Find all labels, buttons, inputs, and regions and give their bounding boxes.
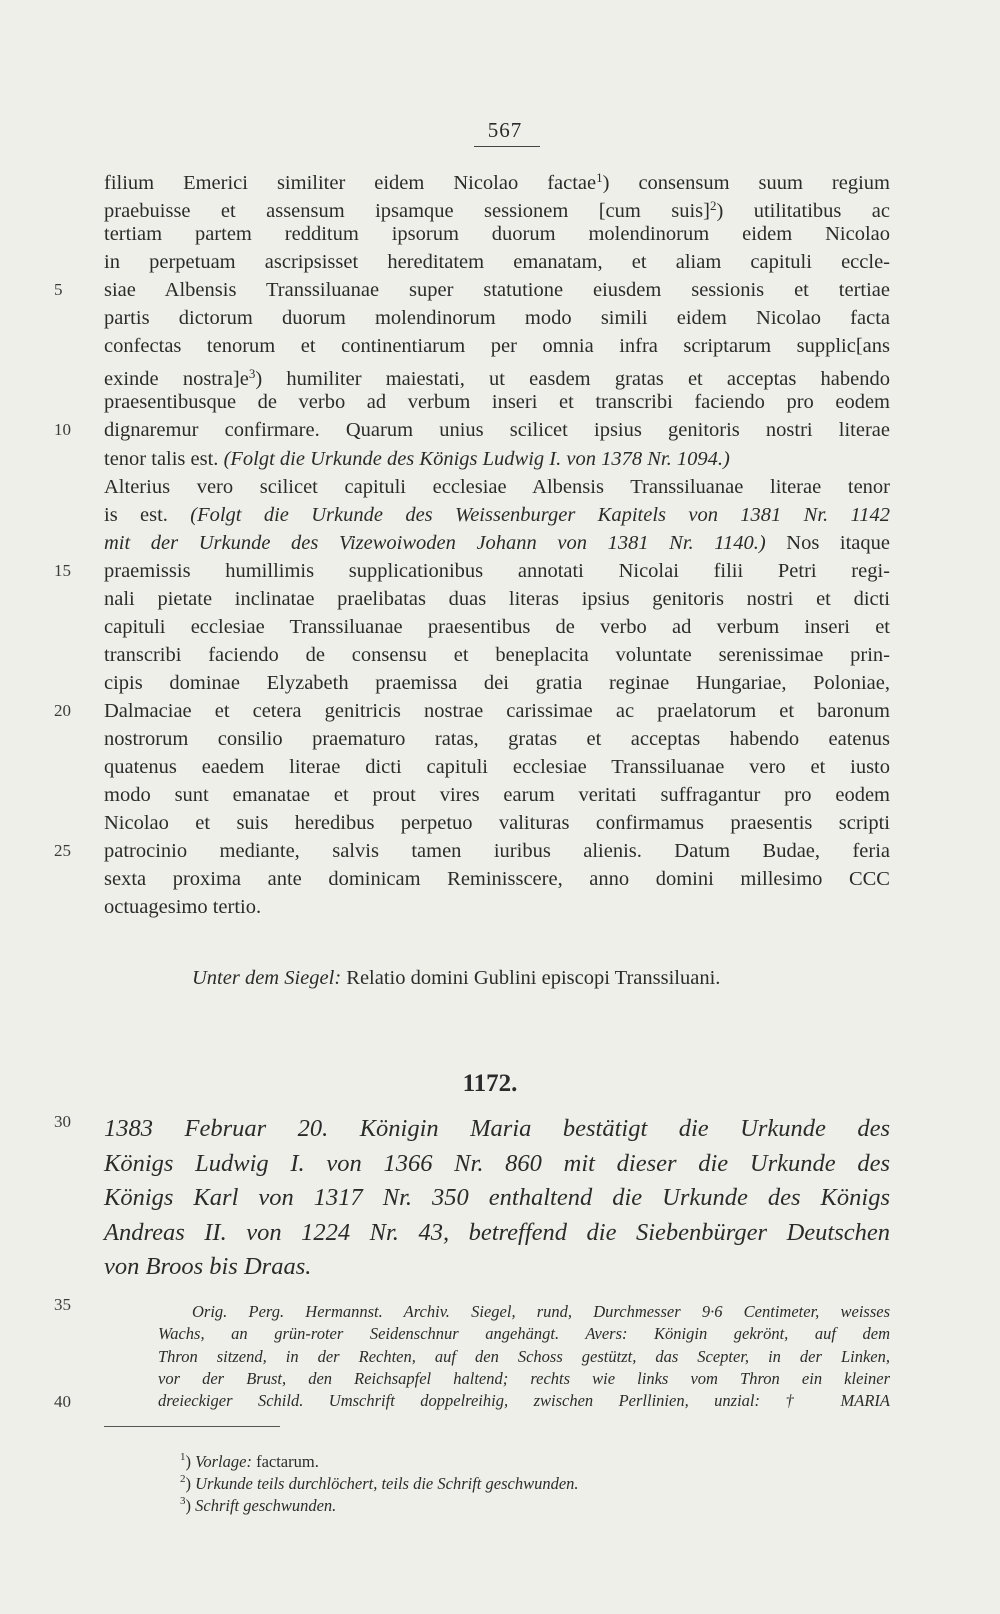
heading-line: Königs Ludwig I. von 1366 Nr. 860 mit dieser die Urkunde des [104,1149,890,1177]
text-line [104,865,890,893]
description-line: Orig. Perg. Hermannst. Archiv. Siegel, rund, Durchmesser 9·6 Centimeter, weisses [192,1302,890,1321]
text-run: nali pietate inclinatae praelibatas duas literas ipsius genitoris nostri et dicti [104,587,890,610]
text-line [104,613,890,641]
text-line [104,220,890,248]
text-line [104,837,890,865]
text-run: cipis dominae Elyzabeth praemissa dei gratia reginae Hungariae, Poloniae, [104,671,890,694]
text-line [104,332,890,360]
editorial-note: (Folgt die Urkunde des Weissenburger Kapitels von 1381 Nr. 1142 [190,503,890,526]
text-run: praesentibusque de verbo ad verbum inseri et transcribi faciendo pro eodem [104,391,890,414]
seal-text: Relatio domini Gublini episcopi Transsiluani. [341,967,721,989]
text-line [104,809,890,837]
text-line [104,416,890,444]
line-number: 25 [54,841,71,861]
footnote-marker: 2 [180,1473,186,1485]
footnote-label: Vorlage: [195,1452,252,1471]
footnote-paren: ) [185,1452,196,1471]
footnote-label: Urkunde teils durchlöchert, teils die Schrift geschwunden. [195,1474,579,1493]
text-run: Dalmaciae et cetera genitricis nostrae carissimae ac praelatorum et baronum [104,699,890,722]
line-number: 40 [54,1392,71,1411]
text-run: patrocinio mediante, salvis tamen iuribus alienis. Datum Budae, feria [104,840,890,863]
text-run: siae Albensis Transsiluanae super statutione eiusdem sessionis et tertiae [104,279,890,302]
text-line [104,585,890,613]
footnote-paren: ) [185,1474,196,1493]
text-line [104,893,890,921]
footnote-rule [104,1426,280,1427]
text-line [104,781,890,809]
footnote-marker: 2 [709,198,717,214]
text-run: Nos itaque [765,531,891,554]
line-number: 30 [54,1112,71,1131]
text-run: nostrorum consilio praematuro ratas, gratas et acceptas habendo eatenus [104,728,890,750]
text-line [104,473,890,501]
text-line [104,304,890,332]
text-run: filium Emerici similiter eidem Nicolao factae [104,172,597,194]
text-line [104,753,890,781]
text-run: capituli ecclesiae Transsiluanae praesentibus de verbo ad verbum inseri et [104,615,890,638]
footnote-paren: ) [185,1496,196,1515]
text-line [104,669,890,697]
heading-line: von Broos bis Draas. [104,1253,312,1281]
editorial-note: mit der Urkunde des Vizewoiwoden Johann von 1381 Nr. 1140.) [104,531,766,554]
text-run: praebuisse et assensum ipsamque sessionem [cum suis] [104,200,710,223]
text-line [104,248,890,276]
document-number: 1172. [462,1070,518,1097]
description-line: Thron sitzend, in der Rechten, auf den Schoss gestützt, das Scepter, in der Linken, [158,1346,890,1366]
text-run: ) consensum suum regium [602,172,891,194]
text-run: modo sunt emanatae et prout vires earum veritati suffragantur pro eodem [104,784,890,807]
text-run: Nicolao et suis heredibus perpetuo valituras confirmamus praesentis scripti [104,812,890,835]
text-run: exinde nostra]e [104,368,249,391]
footnote-marker: 1 [596,170,603,185]
text-run: dignaremur confirmare. Quarum unius scilicet ipsius genitoris nostri literae [104,419,890,442]
heading-line: Königs Karl von 1317 Nr. 350 enthaltend die Urkunde des Königs [104,1184,890,1212]
line-number: 35 [54,1295,71,1314]
text-run: partis dictorum duorum molendinorum modo simili eidem Nicolao facta [104,307,890,330]
page-number: 567 [487,118,523,142]
text-line [104,388,890,416]
seal-note [192,967,720,990]
text-run: tertiam partem redditum ipsorum duorum molendinorum eidem Nicolao [104,223,890,246]
line-number: 5 [54,280,63,300]
text-run: sexta proxima ante dominicam Reminisscere, anno domini millesimo CCC [104,868,890,891]
text-run: tenor talis est. [104,447,224,470]
text-run: is est. [104,503,191,526]
footnote-label: Schrift geschwunden. [195,1496,337,1515]
heading-line: Andreas II. von 1224 Nr. 43, betreffend die Siebenbürger Deutschen [104,1218,890,1246]
footnote-text: factarum. [251,1452,319,1471]
text-line [104,557,890,585]
text-run: octuagesimo tertio. [104,896,262,919]
seal-label: Unter dem Siegel: [192,967,342,989]
line-number: 10 [54,420,71,440]
line-number: 15 [54,560,71,580]
text-line [104,641,890,669]
text-run: Alterius vero scilicet capituli ecclesiae Albensis Transsiluanae literae tenor [104,475,890,498]
footnote-marker: 3 [180,1495,186,1507]
description-line: vor der Brust, den Reichsapfel haltend; rechts wie links vom Thron ein kleiner [158,1368,890,1388]
text-run: praemissis humillimis supplicationibus annotati Nicolai filii Petri regi- [104,559,890,582]
line-number: 20 [54,700,71,720]
text-run: in perpetuam ascripsisset hereditatem emanatam, et aliam capituli eccle- [104,251,890,274]
text-line [104,697,890,725]
text-line [104,276,890,304]
heading-line: 1383 Februar 20. Königin Maria bestätigt die Urkunde des [104,1115,890,1142]
description-line: dreieckiger Schild. Umschrift doppelreihig, zwischen Perllinien, unzial: † MARIA [158,1391,890,1411]
footnote-marker: 3 [248,366,256,382]
page-number-rule [474,146,540,147]
text-line [104,501,890,529]
text-run: quatenus eaedem literae dicti capituli ecclesiae Transsiluanae vero et iusto [104,756,890,779]
text-run: transcribi faciendo de consensu et beneplacita voluntate serenissimae prin- [104,643,890,666]
text-line [104,529,890,557]
footnote-marker: 1 [180,1451,186,1463]
text-line [104,445,890,473]
editorial-note: (Folgt die Urkunde des Königs Ludwig I. von 1378 Nr. 1094.) [223,447,730,470]
text-run: ) humiliter maiestati, ut easdem gratas et acceptas habendo [255,368,890,391]
footnote [180,1490,336,1517]
text-line [104,725,890,753]
description-line: Wachs, an grün-roter Seidenschnur angehängt. Avers: Königin gekrönt, auf dem [158,1324,890,1344]
text-run: ) utilitatibus ac [716,200,890,223]
text-run: confectas tenorum et continentiarum per omnia infra scriptarum supplic[ans [104,335,890,358]
